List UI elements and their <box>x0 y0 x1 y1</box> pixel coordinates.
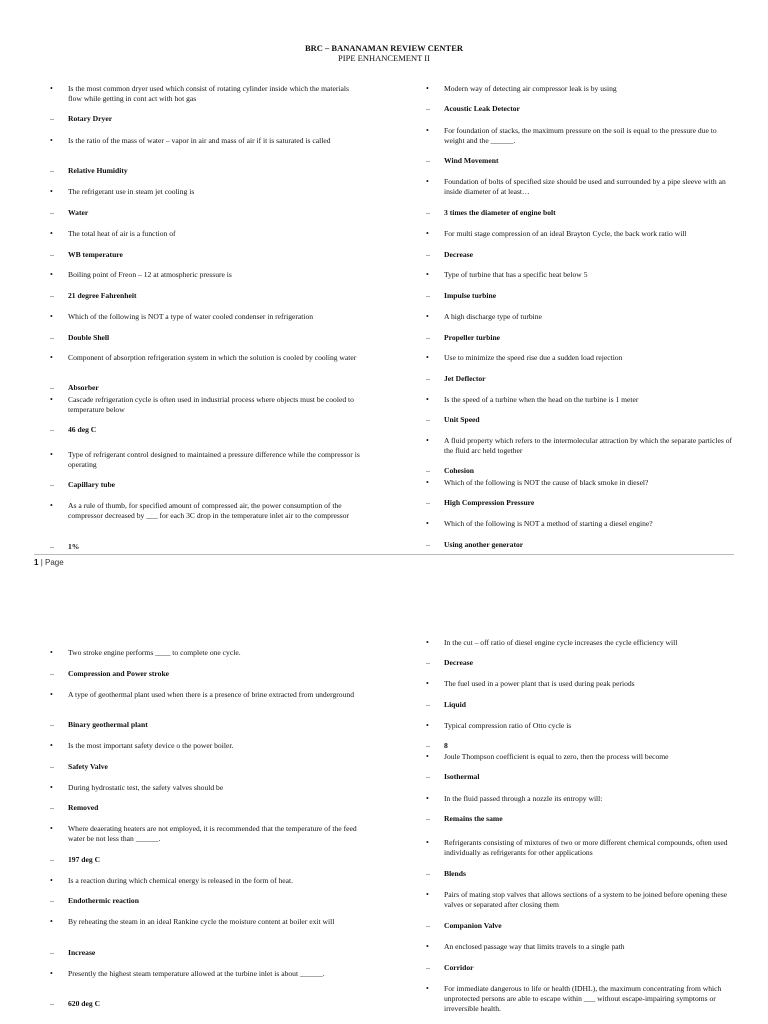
question-text: Presently the highest steam temperature allowed at the turbine inlet is about ______. <box>68 969 325 978</box>
document-subtitle: PIPE ENHANCEMENT II <box>338 53 430 63</box>
question-text: Joule Thompson coefficient is equal to zero, then the process will become <box>444 752 669 761</box>
question-item <box>426 838 736 858</box>
dash-icon: – <box>426 104 430 113</box>
question-text: For multi stage compression of an ideal Brayton Cycle, the back work ratio will <box>444 229 687 238</box>
bullet-icon: • <box>426 890 429 899</box>
document-title: BRC – BANANAMAN REVIEW CENTER <box>304 43 464 53</box>
answer-item <box>50 250 123 260</box>
answer-text: Decrease <box>444 658 473 667</box>
question-text: In the fluid passed through a nozzle its entropy will: <box>444 794 603 803</box>
bullet-icon: • <box>426 436 429 445</box>
bullet-icon: • <box>50 312 53 321</box>
bullet-icon: • <box>426 126 429 135</box>
question-item <box>426 752 736 762</box>
bullet-icon: • <box>426 794 429 803</box>
question-text: By reheating the steam in an ideal Rankine cycle the moisture content at boiler exit will <box>68 917 335 926</box>
question-item <box>426 270 736 280</box>
dash-icon: – <box>426 741 430 750</box>
answer-item <box>50 291 136 301</box>
bullet-icon: • <box>50 690 53 699</box>
question-text: Use to minimize the speed rise due a sudden load rejection <box>444 353 623 362</box>
bullet-icon: • <box>50 876 53 885</box>
question-text: A high discharge type of turbine <box>444 312 542 321</box>
question-text: For foundation of stacks, the maximum pressure on the soil is equal to the pressure due to weight and the ______. <box>444 126 717 145</box>
answer-item <box>50 999 100 1009</box>
question-item <box>50 450 360 470</box>
bullet-icon: • <box>426 353 429 362</box>
answer-text: WB temperature <box>68 250 123 259</box>
dash-icon: – <box>50 114 54 123</box>
question-text: Is the ratio of the mass of water – vapor in air and mass of air if it is saturated is called <box>68 136 331 145</box>
answer-item <box>426 291 496 301</box>
answer-text: Endothermic reaction <box>68 896 139 905</box>
answer-text: Decrease <box>444 250 473 259</box>
question-text: Where deaerating heaters are not employed, it is recommended that the temperature of the feed water be not less than ______. <box>68 824 357 843</box>
bullet-icon: • <box>426 721 429 730</box>
question-item <box>50 741 360 751</box>
bullet-icon: • <box>50 741 53 750</box>
dash-icon: – <box>50 480 54 489</box>
question-text: Cascade refrigeration cycle is often used in industrial process where objects must be cooled to temperature below <box>68 395 354 414</box>
dash-icon: – <box>50 762 54 771</box>
question-text: Modern way of detecting air compressor leak is by using <box>444 84 617 93</box>
dash-icon: – <box>50 999 54 1008</box>
page-number: 1 <box>34 558 39 567</box>
answer-text: Remains the same <box>444 814 503 823</box>
dash-icon: – <box>426 333 430 342</box>
answer-text: Rotary Dryer <box>68 114 113 123</box>
bullet-icon: • <box>426 478 429 487</box>
bullet-icon: • <box>50 270 53 279</box>
bullet-icon: • <box>50 353 53 362</box>
question-item <box>50 876 360 886</box>
question-text: Which of the following is NOT the cause of black smoke in diesel? <box>444 478 649 487</box>
answer-item <box>426 250 473 260</box>
answer-item <box>426 466 474 476</box>
dash-icon: – <box>426 540 430 549</box>
question-item <box>50 969 360 979</box>
bullet-icon: • <box>426 679 429 688</box>
question-item <box>50 187 360 197</box>
question-text: Is the most common dryer used which consist of rotating cylinder inside which the materials flow while getting in cont act with hot gas <box>68 84 349 103</box>
answer-text: High Compression Pressure <box>444 498 535 507</box>
dash-icon: – <box>426 869 430 878</box>
bullet-icon: • <box>50 84 53 93</box>
question-text: A fluid property which refers to the intermolecular attraction by which the separate particles of the fluid arc held together <box>444 436 733 455</box>
answer-item <box>426 869 466 879</box>
question-text: Typical compression ratio of Otto cycle is <box>444 721 572 730</box>
answer-item <box>426 156 499 166</box>
answer-item <box>426 814 503 824</box>
question-text: A type of geothermal plant used when there is a presence of brine extracted from underground <box>68 690 354 699</box>
question-item <box>426 519 736 529</box>
document-header <box>0 43 768 63</box>
question-item <box>426 679 736 689</box>
question-item <box>50 136 360 146</box>
question-text: As a rule of thumb, for specified amount of compressed air, the power consumption of the compressor decreased by ___ for each 3C drop in the temperature inlet air to the compressor <box>68 501 350 520</box>
question-item <box>426 436 736 456</box>
dash-icon: – <box>426 772 430 781</box>
answer-item <box>50 208 88 218</box>
dash-icon: – <box>50 208 54 217</box>
dash-icon: – <box>426 658 430 667</box>
answer-text: Absorber <box>68 383 99 392</box>
answer-text: Acoustic Leak Detector <box>444 104 520 113</box>
question-item <box>426 126 736 146</box>
question-text: Type of turbine that has a specific heat below 5 <box>444 270 588 279</box>
page-label: | Page <box>40 558 64 567</box>
bullet-icon: • <box>50 969 53 978</box>
question-item <box>426 229 736 239</box>
dash-icon: – <box>426 963 430 972</box>
question-item <box>50 824 360 844</box>
question-text: The fuel used in a power plant that is used during peak periods <box>444 679 635 688</box>
question-item <box>426 84 736 94</box>
question-text: The total heat of air is a function of <box>68 229 176 238</box>
dash-icon: – <box>426 156 430 165</box>
page-divider <box>34 554 734 555</box>
dash-icon: – <box>50 250 54 259</box>
answer-item <box>50 114 112 124</box>
bullet-icon: • <box>50 917 53 926</box>
question-text: Is a reaction during which chemical energy is released in the form of heat. <box>68 876 294 885</box>
answer-text: Double Shell <box>68 333 110 342</box>
question-item <box>426 638 736 648</box>
dash-icon: – <box>426 814 430 823</box>
answer-text: 197 deg C <box>68 855 101 864</box>
bullet-icon: • <box>50 395 53 404</box>
answer-item <box>50 383 99 393</box>
answer-text: Increase <box>68 948 96 957</box>
question-item <box>50 395 360 415</box>
question-item <box>50 690 360 700</box>
answer-text: Isothermal <box>444 772 480 781</box>
answer-text: 3 times the diameter of engine bolt <box>444 208 556 217</box>
answer-item <box>426 700 466 710</box>
question-text: Type of refrigerant control designed to maintained a pressure difference while the compressor is operating <box>68 450 360 469</box>
question-text: Which of the following is NOT a method of starting a diesel engine? <box>444 519 653 528</box>
answer-item <box>50 948 95 958</box>
question-item <box>426 312 736 322</box>
answer-text: 620 deg C <box>68 999 101 1008</box>
dash-icon: – <box>426 415 430 424</box>
dash-icon: – <box>50 669 54 678</box>
bullet-icon: • <box>426 638 429 647</box>
question-item <box>50 648 360 658</box>
question-item <box>426 890 736 910</box>
answer-item <box>426 415 480 425</box>
bullet-icon: • <box>426 177 429 186</box>
question-item <box>426 794 736 804</box>
answer-item <box>426 658 473 668</box>
answer-item <box>426 540 523 550</box>
answer-text: 1% <box>68 542 80 551</box>
answer-text: Blends <box>444 869 466 878</box>
dash-icon: – <box>50 333 54 342</box>
answer-text: Corridor <box>444 963 474 972</box>
dash-icon: – <box>50 291 54 300</box>
answer-item <box>50 480 115 490</box>
question-item <box>50 229 360 239</box>
dash-icon: – <box>50 948 54 957</box>
question-text: Is the speed of a turbine when the head on the turbine is 1 meter <box>444 395 639 404</box>
question-text: During hydrostatic test, the safety valves should be <box>68 783 224 792</box>
question-item <box>50 917 360 927</box>
answer-item <box>50 333 109 343</box>
question-item <box>50 783 360 793</box>
question-item <box>426 395 736 405</box>
answer-item <box>426 963 474 973</box>
dash-icon: – <box>426 208 430 217</box>
answer-text: Water <box>68 208 89 217</box>
answer-text: Compression and Power stroke <box>68 669 170 678</box>
bullet-icon: • <box>50 501 53 510</box>
dash-icon: – <box>50 855 54 864</box>
answer-text: Impulse turbine <box>444 291 497 300</box>
dash-icon: – <box>426 374 430 383</box>
question-text: Which of the following is NOT a type of water cooled condenser in refrigeration <box>68 312 314 321</box>
bullet-icon: • <box>426 752 429 761</box>
bullet-icon: • <box>50 648 53 657</box>
answer-text: 8 <box>444 741 448 750</box>
answer-text: Jet Deflector <box>444 374 486 383</box>
bullet-icon: • <box>50 450 53 459</box>
bullet-icon: • <box>426 942 429 951</box>
answer-text: Safety Valve <box>68 762 108 771</box>
question-item <box>50 353 360 363</box>
dash-icon: – <box>426 250 430 259</box>
bullet-icon: • <box>426 395 429 404</box>
answer-item <box>426 374 486 384</box>
question-text: Refrigerants consisting of mixtures of two or more different chemical compounds, often used individually as refrigerants for other applications <box>444 838 728 857</box>
answer-text: Liquid <box>444 700 466 709</box>
answer-item <box>426 921 502 931</box>
answer-item <box>50 669 169 679</box>
answer-item <box>50 855 100 865</box>
question-item <box>50 501 360 521</box>
question-text: Component of absorption refrigeration system in which the solution is cooled by cooling water <box>68 353 357 362</box>
dash-icon: – <box>426 498 430 507</box>
answer-item <box>50 762 108 772</box>
dash-icon: – <box>50 803 54 812</box>
dash-icon: – <box>50 896 54 905</box>
answer-text: Binary geothermal plant <box>68 720 148 729</box>
answer-item <box>426 208 556 218</box>
question-text: Boiling point of Freon – 12 at atmospheric pressure is <box>68 270 232 279</box>
answer-text: Removed <box>68 803 99 812</box>
question-item <box>426 353 736 363</box>
bullet-icon: • <box>426 312 429 321</box>
answer-item <box>50 542 79 552</box>
answer-text: 21 degree Fahrenheit <box>68 291 137 300</box>
bullet-icon: • <box>426 984 429 993</box>
dash-icon: – <box>426 466 430 475</box>
answer-item <box>50 803 98 813</box>
bullet-icon: • <box>50 187 53 196</box>
question-text: Foundation of bolts of specified size should be used and surrounded by a pipe sleeve with an inside diameter of at least… <box>444 177 726 196</box>
question-text: For immediate dangerous to life or health (IDHL), the maximum concentrating from which unprotected persons are able to escape within ___ without escape-impairing symptoms or irreversible health. <box>444 984 722 1013</box>
answer-text: 46 deg C <box>68 425 97 434</box>
bullet-icon: • <box>50 824 53 833</box>
dash-icon: – <box>50 383 54 392</box>
bullet-icon: • <box>50 229 53 238</box>
question-item <box>50 84 360 104</box>
page-footer <box>34 558 64 567</box>
question-text: The refrigerant use in steam jet cooling is <box>68 187 195 196</box>
bullet-icon: • <box>426 270 429 279</box>
answer-item <box>50 896 139 906</box>
question-text: In the cut – off ratio of diesel engine cycle increases the cycle efficiency will <box>444 638 678 647</box>
question-text: Is the most important safety device o the power boiler. <box>68 741 234 750</box>
answer-text: Companion Valve <box>444 921 502 930</box>
bullet-icon: • <box>426 519 429 528</box>
bullet-icon: • <box>50 136 53 145</box>
answer-item <box>426 741 448 751</box>
answer-text: Capillary tube <box>68 480 116 489</box>
question-item <box>426 942 736 952</box>
answer-text: Using another generator <box>444 540 524 549</box>
question-item <box>426 721 736 731</box>
answer-text: Unit Speed <box>444 415 480 424</box>
question-item <box>50 312 360 322</box>
answer-item <box>50 720 148 730</box>
dash-icon: – <box>426 700 430 709</box>
answer-item <box>50 425 96 435</box>
answer-text: Wind Movement <box>444 156 499 165</box>
dash-icon: – <box>426 921 430 930</box>
dash-icon: – <box>50 542 54 551</box>
answer-text: Propeller turbine <box>444 333 501 342</box>
answer-item <box>50 166 128 176</box>
question-text: Pairs of mating stop valves that allows sections of a system to be joined before opening these valves or separated after closing them <box>444 890 728 909</box>
answer-item <box>426 333 500 343</box>
bullet-icon: • <box>426 229 429 238</box>
answer-text: Cohesion <box>444 466 474 475</box>
bullet-icon: • <box>426 84 429 93</box>
dash-icon: – <box>50 720 54 729</box>
dash-icon: – <box>426 291 430 300</box>
question-item <box>426 478 736 488</box>
bullet-icon: • <box>426 838 429 847</box>
question-item <box>426 984 736 1014</box>
dash-icon: – <box>50 166 54 175</box>
answer-item <box>426 498 534 508</box>
question-text: An enclosed passage way that limits travels to a single path <box>444 942 625 951</box>
question-text: Two stroke engine performs ____ to complete one cycle. <box>68 648 241 657</box>
answer-item <box>426 104 520 114</box>
dash-icon: – <box>50 425 54 434</box>
answer-text: Relative Humidity <box>68 166 128 175</box>
question-item <box>426 177 736 197</box>
bullet-icon: • <box>50 783 53 792</box>
question-item <box>50 270 360 280</box>
answer-item <box>426 772 479 782</box>
